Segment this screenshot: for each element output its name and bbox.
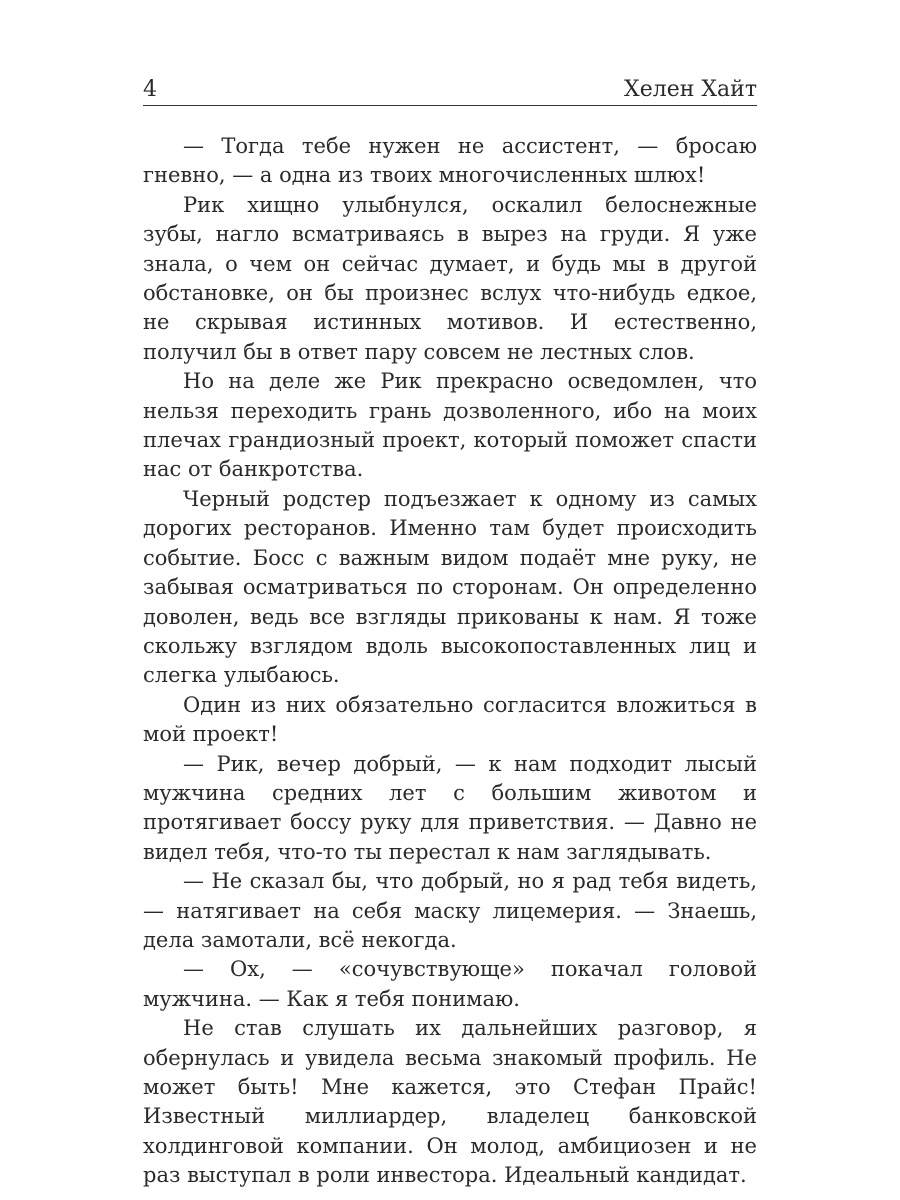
paragraph-6: — Рик, вечер добрый, — к нам подходит лысый мужчина средних лет с большим животом и протягивает боссу руку для приветствия. — Давно не видел тебя, что-то ты перестал к нам заглядывать. — [143, 751, 757, 864]
paragraph-8: — Ох, — «сочувствующе» покачал головой мужчина. — Как я тебя понимаю. — [143, 957, 757, 1011]
paragraph-9: Не став слушать их дальнейших разговор, я обернулась и увидела весьма знакомый профиль. Не может быть! Мне кажется, это Стефан Прайс! Известный миллиардер, владелец банковской холдинговой компании. Он молод, амбициозен и не раз выступал в роли инвестора. Идеальный кандидат. — [143, 1016, 757, 1188]
paragraph-4: Черный родстер подъезжает к одному из самых дорогих ресторанов. Именно там будет происходить событие. Босс с важным видом подаёт мне руку, не забывая осматриваться по сторонам. Он определенно доволен, ведь все взгляды прикованы к нам. Я тоже скольжу взглядом вдоль высокопоставленных лиц и слегка улыбаюсь. — [143, 486, 757, 688]
author-name: Хелен Хайт — [624, 77, 757, 102]
running-header — [143, 74, 757, 104]
body-text — [143, 132, 757, 1191]
paragraph-1: — Тогда тебе нужен не ассистент, — бросаю гневно, — а одна из твоих многочисленных шлюх! — [143, 134, 757, 188]
paragraph-5: Один из них обязательно согласится вложиться в мой проект! — [143, 692, 757, 747]
paragraph-7: — Не сказал бы, что добрый, но я рад тебя видеть, — натягивает на себя маску лицемерия. — Знаешь, дела замотали, всё некогда. — [143, 869, 757, 952]
paragraph-3: Но на деле же Рик прекрасно осведомлен, что нельзя переходить грань дозволенного, ибо на моих плечах грандиозный проект, который поможет спасти нас от банкротства. — [143, 369, 757, 482]
paragraph-2: Рик хищно улыбнулся, оскалил белоснежные зубы, нагло всматриваясь в вырез на груди. Я уже знала, о чем он сейчас думает, и будь мы в другой обстановке, он бы произнес вслух что-нибудь едкое, не скрывая истинных мотивов. И естественно, получил бы в ответ пару совсем не лестных слов. — [143, 192, 757, 364]
page-number: 4 — [143, 77, 157, 102]
header-rule — [143, 105, 757, 106]
